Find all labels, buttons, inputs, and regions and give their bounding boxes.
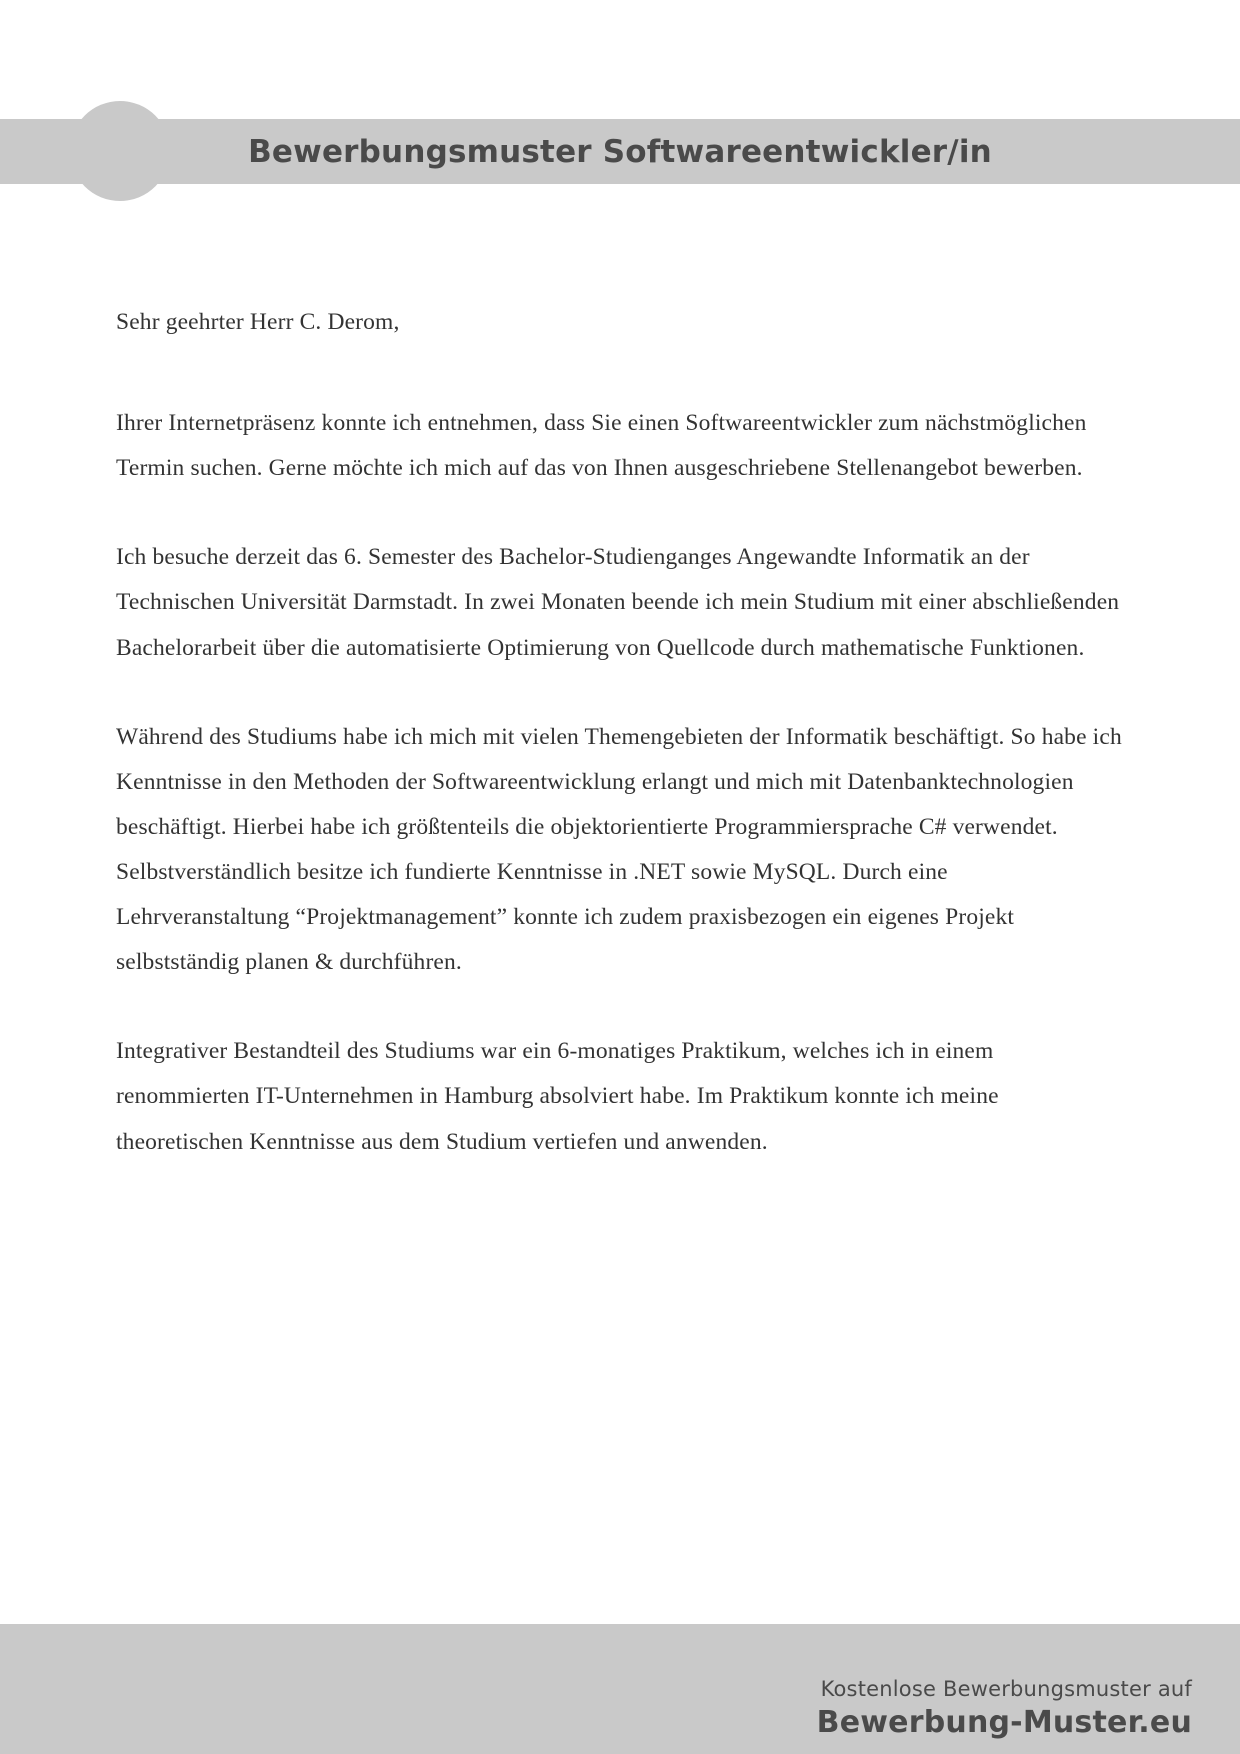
footer-brand-name: Bewerbung-Muster.eu bbox=[816, 1705, 1192, 1740]
letter-paragraph: Während des Studiums habe ich mich mit vielen Themengebieten der Informatik beschäftigt. So habe ich Kenntnisse in den Methoden der Softwareentwicklung erlangt und mich mit Datenbanktechnologien beschäftigt. Hierbei habe ich größtenteils die objektorientierte Programmiersprache C# verwendet. Selbstverständlich besitze ich fundierte Kenntnisse in .NET sowie MySQL. Durch eine Lehrveranstaltung “Projektmanagement” konnte ich zudem praxisbezogen ein eigenes Projekt selbstständig planen & durchführen. bbox=[116, 723, 1122, 976]
letter-paragraph: Ich besuche derzeit das 6. Semester des Bachelor-Studienganges Angewandte Informatik an der Technischen Universität Darmstadt. In zwei Monaten beende ich mein Studium mit einer abschließenden Bachelorarbeit über die automatisierte Optimierung von Quellcode durch mathematische Funktionen. bbox=[116, 544, 1120, 661]
footer-tagline: Kostenlose Bewerbungsmuster auf bbox=[820, 1677, 1192, 1701]
letter-salutation: Sehr geehrter Herr C. Derom, bbox=[116, 309, 400, 335]
page-title: Bewerbungsmuster Softwareentwickler/in bbox=[248, 133, 992, 170]
letter-body bbox=[116, 300, 1126, 1165]
letter-paragraph: Ihrer Internetpräsenz konnte ich entnehmen, dass Sie einen Softwareentwickler zum nächstmöglichen Termin suchen. Gerne möchte ich mich auf das von Ihnen ausgeschriebene Stellenangebot bewerben. bbox=[116, 410, 1087, 482]
footer-band bbox=[0, 1624, 1240, 1754]
letter-paragraph: Integrativer Bestandteil des Studiums war ein 6-monatiges Praktikum, welches ich in einem renommierten IT-Unternehmen in Hamburg absolviert habe. Im Praktikum konnte ich meine theoretischen Kenntnisse aus dem Studium vertiefen und anwenden. bbox=[116, 1038, 999, 1155]
footer-branding bbox=[817, 1677, 1192, 1740]
